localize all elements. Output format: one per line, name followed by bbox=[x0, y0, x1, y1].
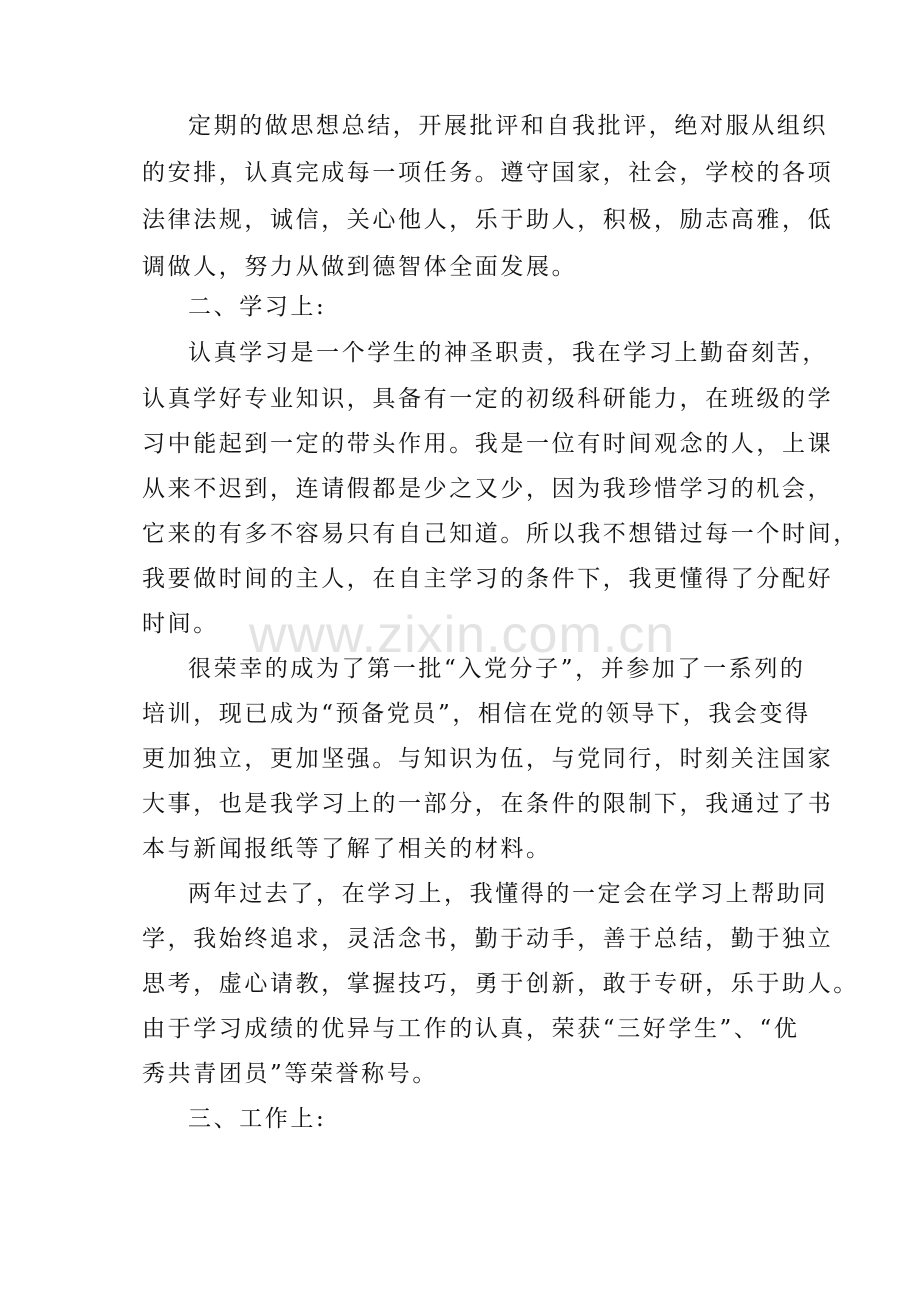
text-line: 学，我始终追求，灵活念书，勤于动手，善于总结，勤于独立 bbox=[142, 926, 834, 952]
text-line: 定期的做思想总结，开展批评和自我批评，绝对服从组织 bbox=[188, 113, 828, 139]
section-heading: 三、工作上: bbox=[188, 1106, 327, 1132]
text-line: 培训，现已成为“预备党员”，相信在党的领导下，我会变得 bbox=[142, 701, 811, 727]
text-line: 本与新闻报纸等了解了相关的材料。 bbox=[142, 836, 552, 862]
text-line: 习中能起到一定的带头作用。我是一位有时间观念的人，上课 bbox=[142, 431, 834, 457]
text-line: 很荣幸的成为了第一批“入党分子”，并参加了一系列的 bbox=[188, 656, 806, 682]
text-line: 调做人，努力从做到德智体全面发展。 bbox=[142, 254, 578, 280]
text-line: 由于学习成绩的优异与工作的认真，荣获“三好学生”、“优 bbox=[142, 1016, 800, 1042]
text-line: 的安排，认真完成每一项任务。遵守国家，社会，学校的各项 bbox=[142, 160, 834, 186]
text-line: 它来的有多不容易只有自己知道。所以我不想错过每一个时间， bbox=[142, 521, 859, 547]
text-line: 法律法规，诚信，关心他人，乐于助人，积极，励志高雅，低 bbox=[142, 207, 834, 233]
text-line: 我要做时间的主人，在自主学习的条件下，我更懂得了分配好 bbox=[142, 566, 834, 592]
section-heading: 二、学习上: bbox=[188, 294, 327, 320]
text-line: 思考，虚心请教，掌握技巧，勇于创新，敢于专研，乐于助人。 bbox=[142, 971, 859, 997]
text-line: 时间。 bbox=[142, 611, 219, 637]
text-line: 认真学好专业知识，具备有一定的初级科研能力，在班级的学 bbox=[142, 386, 834, 412]
text-line: 秀共青团员”等荣誉称号。 bbox=[142, 1061, 438, 1087]
text-line: 两年过去了，在学习上，我懂得的一定会在学习上帮助同 bbox=[188, 881, 828, 907]
text-line: 大事，也是我学习上的一部分，在条件的限制下，我通过了书 bbox=[142, 791, 834, 817]
text-line: 从来不迟到，连请假都是少之又少，因为我珍惜学习的机会， bbox=[142, 476, 834, 502]
text-line: 更加独立，更加坚强。与知识为伍，与党同行，时刻关注国家 bbox=[142, 746, 834, 772]
watermark: www.zixin.com.cn bbox=[248, 606, 676, 664]
text-line: 认真学习是一个学生的神圣职责，我在学习上勤奋刻苦， bbox=[188, 340, 828, 366]
